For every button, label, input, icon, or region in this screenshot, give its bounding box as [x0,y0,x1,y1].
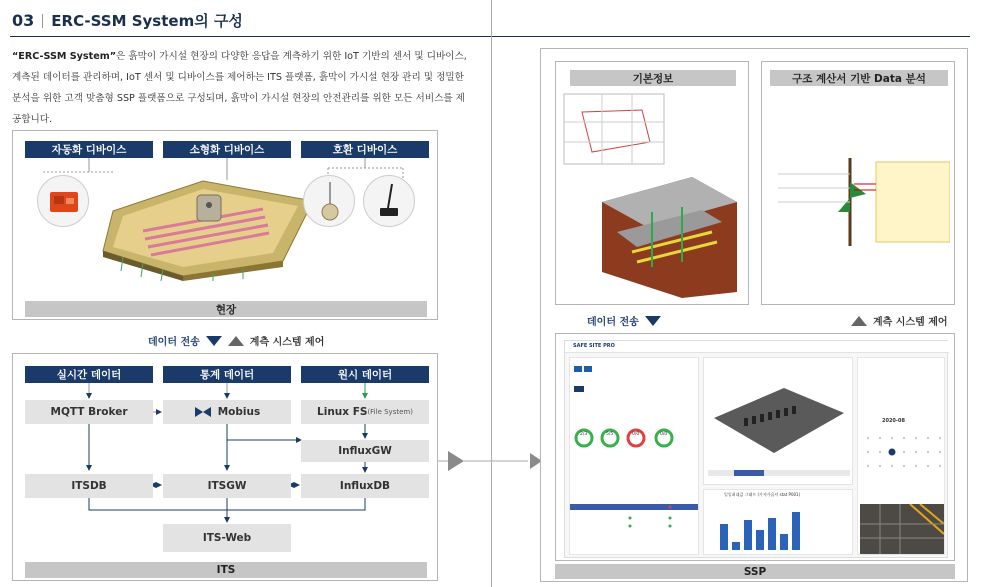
influxdb-node: InfluxDB [301,474,429,498]
gauge-label-4: 0/0 [660,432,668,437]
chart-title: 일일최대값 그래프 (가져가옵셔 stat P001) [724,492,801,497]
vibrating-wire-sensor-icon [304,176,356,228]
up-arrow-icon [851,316,867,326]
site-3d-map-image [704,358,854,484]
ssp-panel [540,48,968,582]
dashboard-topbar [565,341,949,353]
down-arrow-icon [206,336,222,346]
flow-chevron-arrows [438,445,548,477]
gauge-label-1: 2/3 [580,432,588,437]
intro-bold: “ERC-SSM System” [12,51,117,62]
dashboard-bar-chart [703,489,853,555]
gauge-widgets [570,358,698,554]
left-transfer-data-label: 데이터 전송 [148,337,200,348]
gauge-label-2: 5/5 [606,432,614,437]
compatible-logger-image [363,175,415,227]
up-arrow-icon [228,336,244,346]
right-transfer-data-label: 데이터 전송 [587,317,639,328]
daily-max-bars [704,498,854,554]
linux-fs-note: (File System) [367,408,413,416]
site-band: 현장 [25,301,427,317]
dashboard-left-column [569,357,699,555]
its-web-node: ITS-Web [163,524,291,552]
its-header-stats: 통계 데이터 [163,366,291,383]
dashboard-right-column [857,357,945,555]
right-transfer-data [587,313,661,328]
auto-device-image [37,175,89,227]
dashboard-screen [564,340,948,558]
calendar-month: 2020-08 [882,418,905,424]
right-transfer-control-label: 계측 시스템 제어 [873,317,948,328]
left-transfer-row [148,333,324,348]
title-divider [42,14,43,28]
analysis-panel [761,61,955,305]
structure-drawing-image [562,92,744,302]
right-transfer-control [851,313,948,328]
its-header-raw: 원시 데이터 [301,366,429,383]
analysis-chart-image [768,154,950,250]
its-header-realtime: 실시간 데이터 [25,366,153,383]
mobius-logo-icon [194,405,212,419]
influxgw-node: InfluxGW [301,440,429,462]
intro-paragraph [12,46,472,130]
dashboard-panel [555,333,955,561]
mqtt-broker-node: MQTT Broker [25,400,153,424]
dashboard-3d-view [703,357,853,485]
its-band: ITS [25,562,427,578]
header-rule [10,36,970,37]
linux-fs-node [301,400,429,424]
basic-info-header: 기본정보 [570,70,736,86]
compatible-sensor-image [303,175,355,227]
site-photo-image [860,504,944,554]
section-title: ERC-SSM System의 구성 [51,12,243,30]
analysis-header: 구조 계산서 기반 Data 분석 [770,70,948,86]
down-arrow-icon [645,316,661,326]
device-header-compact: 소형화 디바이스 [163,141,291,158]
calendar-grid [860,428,944,492]
antenna-logger-icon [364,176,416,228]
mobius-node [163,400,291,424]
compact-device-icon [189,181,229,231]
ssp-band: SSP [555,564,955,579]
gauge-label-3: 0/0 [632,432,640,437]
section-header [12,10,243,31]
intro-text: 은 흙막이 가시설 현장의 다양한 응답을 계측하기 위한 IoT 기반의 센서 및 디바이스, 계측된 데이터를 관리하며, IoT 센서 및 디바이스를 제어하는 ITS 플랫폼, 흙막이 가시설 현장 관리 및 정밀한 분석을 위한 고객 맞춤형 SSP 플랫폼으로 구성되며, 흙막이 가시설 현장의 안전관리를 위한 모든 서비스를 제공합니다. [12,51,467,125]
itsdb-node: ITSDB [25,474,153,498]
device-header-compatible: 호환 디바이스 [301,141,429,158]
mobius-label: Mobius [217,406,261,418]
left-transfer-control-label: 계측 시스템 제어 [249,337,325,348]
column-divider [491,0,492,587]
site-panel [12,130,438,320]
itsgw-node: ITSGW [163,474,291,498]
basic-info-panel [555,61,749,305]
linux-fs-label: Linux FS [317,406,368,418]
dashboard-brand: SAFE SITE PRO [573,343,615,349]
section-number: 03 [12,11,35,30]
its-panel [12,353,438,581]
device-header-auto: 자동화 디바이스 [25,141,153,158]
